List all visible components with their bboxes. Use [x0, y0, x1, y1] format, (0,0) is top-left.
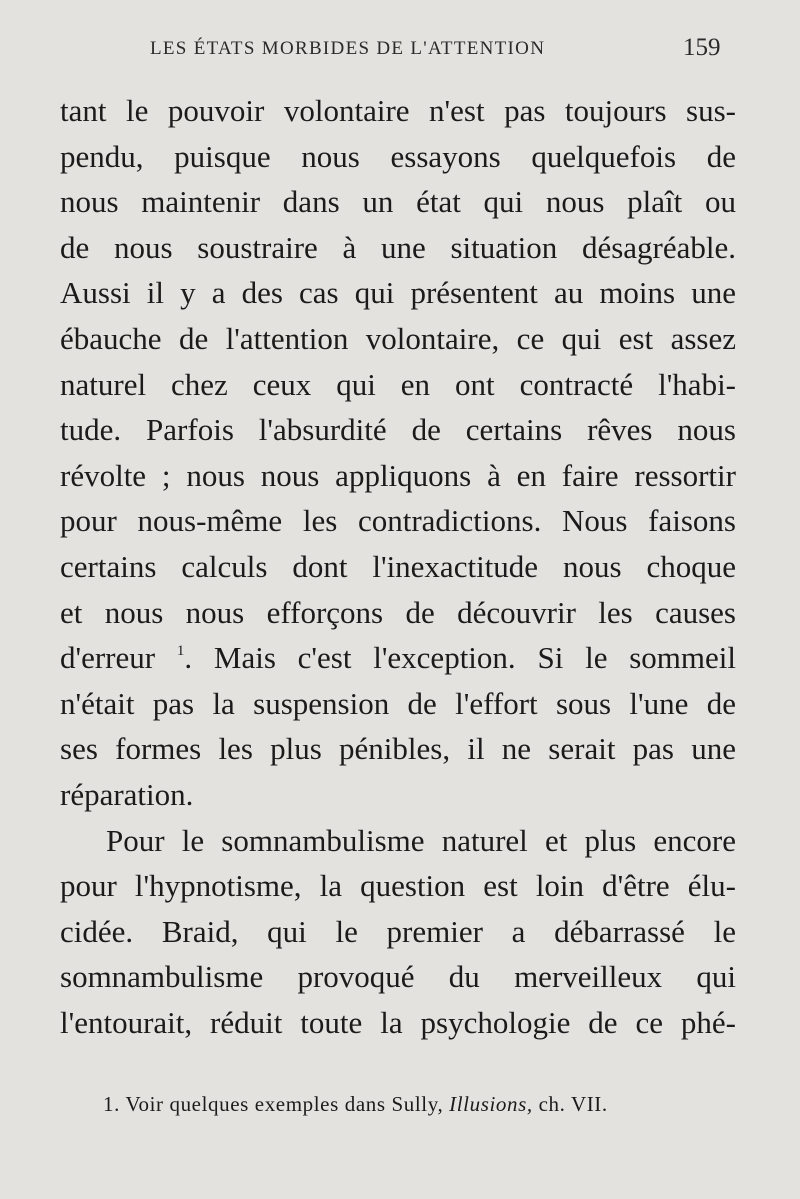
text-line: pendu, puisque nous essayons quelquefois de — [60, 138, 736, 174]
text-line: pour nous-même les contradictions. Nous faisons — [60, 503, 736, 539]
text-line: réparation. — [60, 776, 194, 812]
body-text — [60, 88, 736, 1045]
text-line: naturel chez ceux qui en ont contracté l'habi- — [60, 366, 736, 402]
text-line: n'était pas la suspension de l'effort sous l'une de — [60, 685, 736, 721]
text-line-with-note — [60, 635, 736, 681]
text-segment: . Mais c'est l'exception. Si le sommeil — [184, 640, 737, 676]
text-line: tant le pouvoir volontaire n'est pas toujours sus- — [60, 93, 736, 128]
footnote-text: Voir quelques exemples dans Sully, — [125, 1092, 450, 1116]
text-line: pour l'hypnotisme, la question est loin d'être élu- — [60, 868, 736, 904]
footnote-reference: 1 — [176, 643, 185, 660]
paragraph-first-line: Pour le somnambulisme naturel et plus encore — [106, 822, 736, 858]
text-line: Aussi il y a des cas qui présentent au moins une — [60, 275, 736, 311]
text-segment: d'erreur — [60, 640, 177, 676]
footnote-number: 1. — [103, 1092, 120, 1116]
footnote-chapter: ch. VII. — [532, 1092, 608, 1116]
page-number: 159 — [683, 34, 721, 61]
text-line: ses formes les plus pénibles, il ne serait pas une — [60, 731, 736, 767]
text-line: nous maintenir dans un état qui nous plaît ou — [60, 184, 736, 220]
text-line: l'entourait, réduit toute la psychologie de ce phé- — [60, 1004, 736, 1040]
text-line: ébauche de l'attention volontaire, ce qui est assez — [60, 320, 736, 356]
text-line: certains calculs dont l'inexactitude nous choque — [60, 548, 736, 584]
text-line: somnambulisme provoqué du merveilleux qui — [60, 959, 736, 995]
text-line: tude. Parfois l'absurdité de certains rêves nous — [60, 412, 736, 448]
text-line: et nous nous efforçons de découvrir les causes — [60, 594, 736, 630]
footnote-cited-title: Illusions, — [449, 1092, 533, 1116]
text-line: cidée. Braid, qui le premier a débarrassé le — [60, 913, 736, 949]
text-line: révolte ; nous nous appliquons à en faire ressortir — [60, 457, 736, 493]
running-head: LES ÉTATS MORBIDES DE L'ATTENTION — [150, 38, 546, 59]
footnote — [103, 1092, 608, 1117]
text-line: de nous soustraire à une situation désagréable. — [60, 229, 736, 265]
